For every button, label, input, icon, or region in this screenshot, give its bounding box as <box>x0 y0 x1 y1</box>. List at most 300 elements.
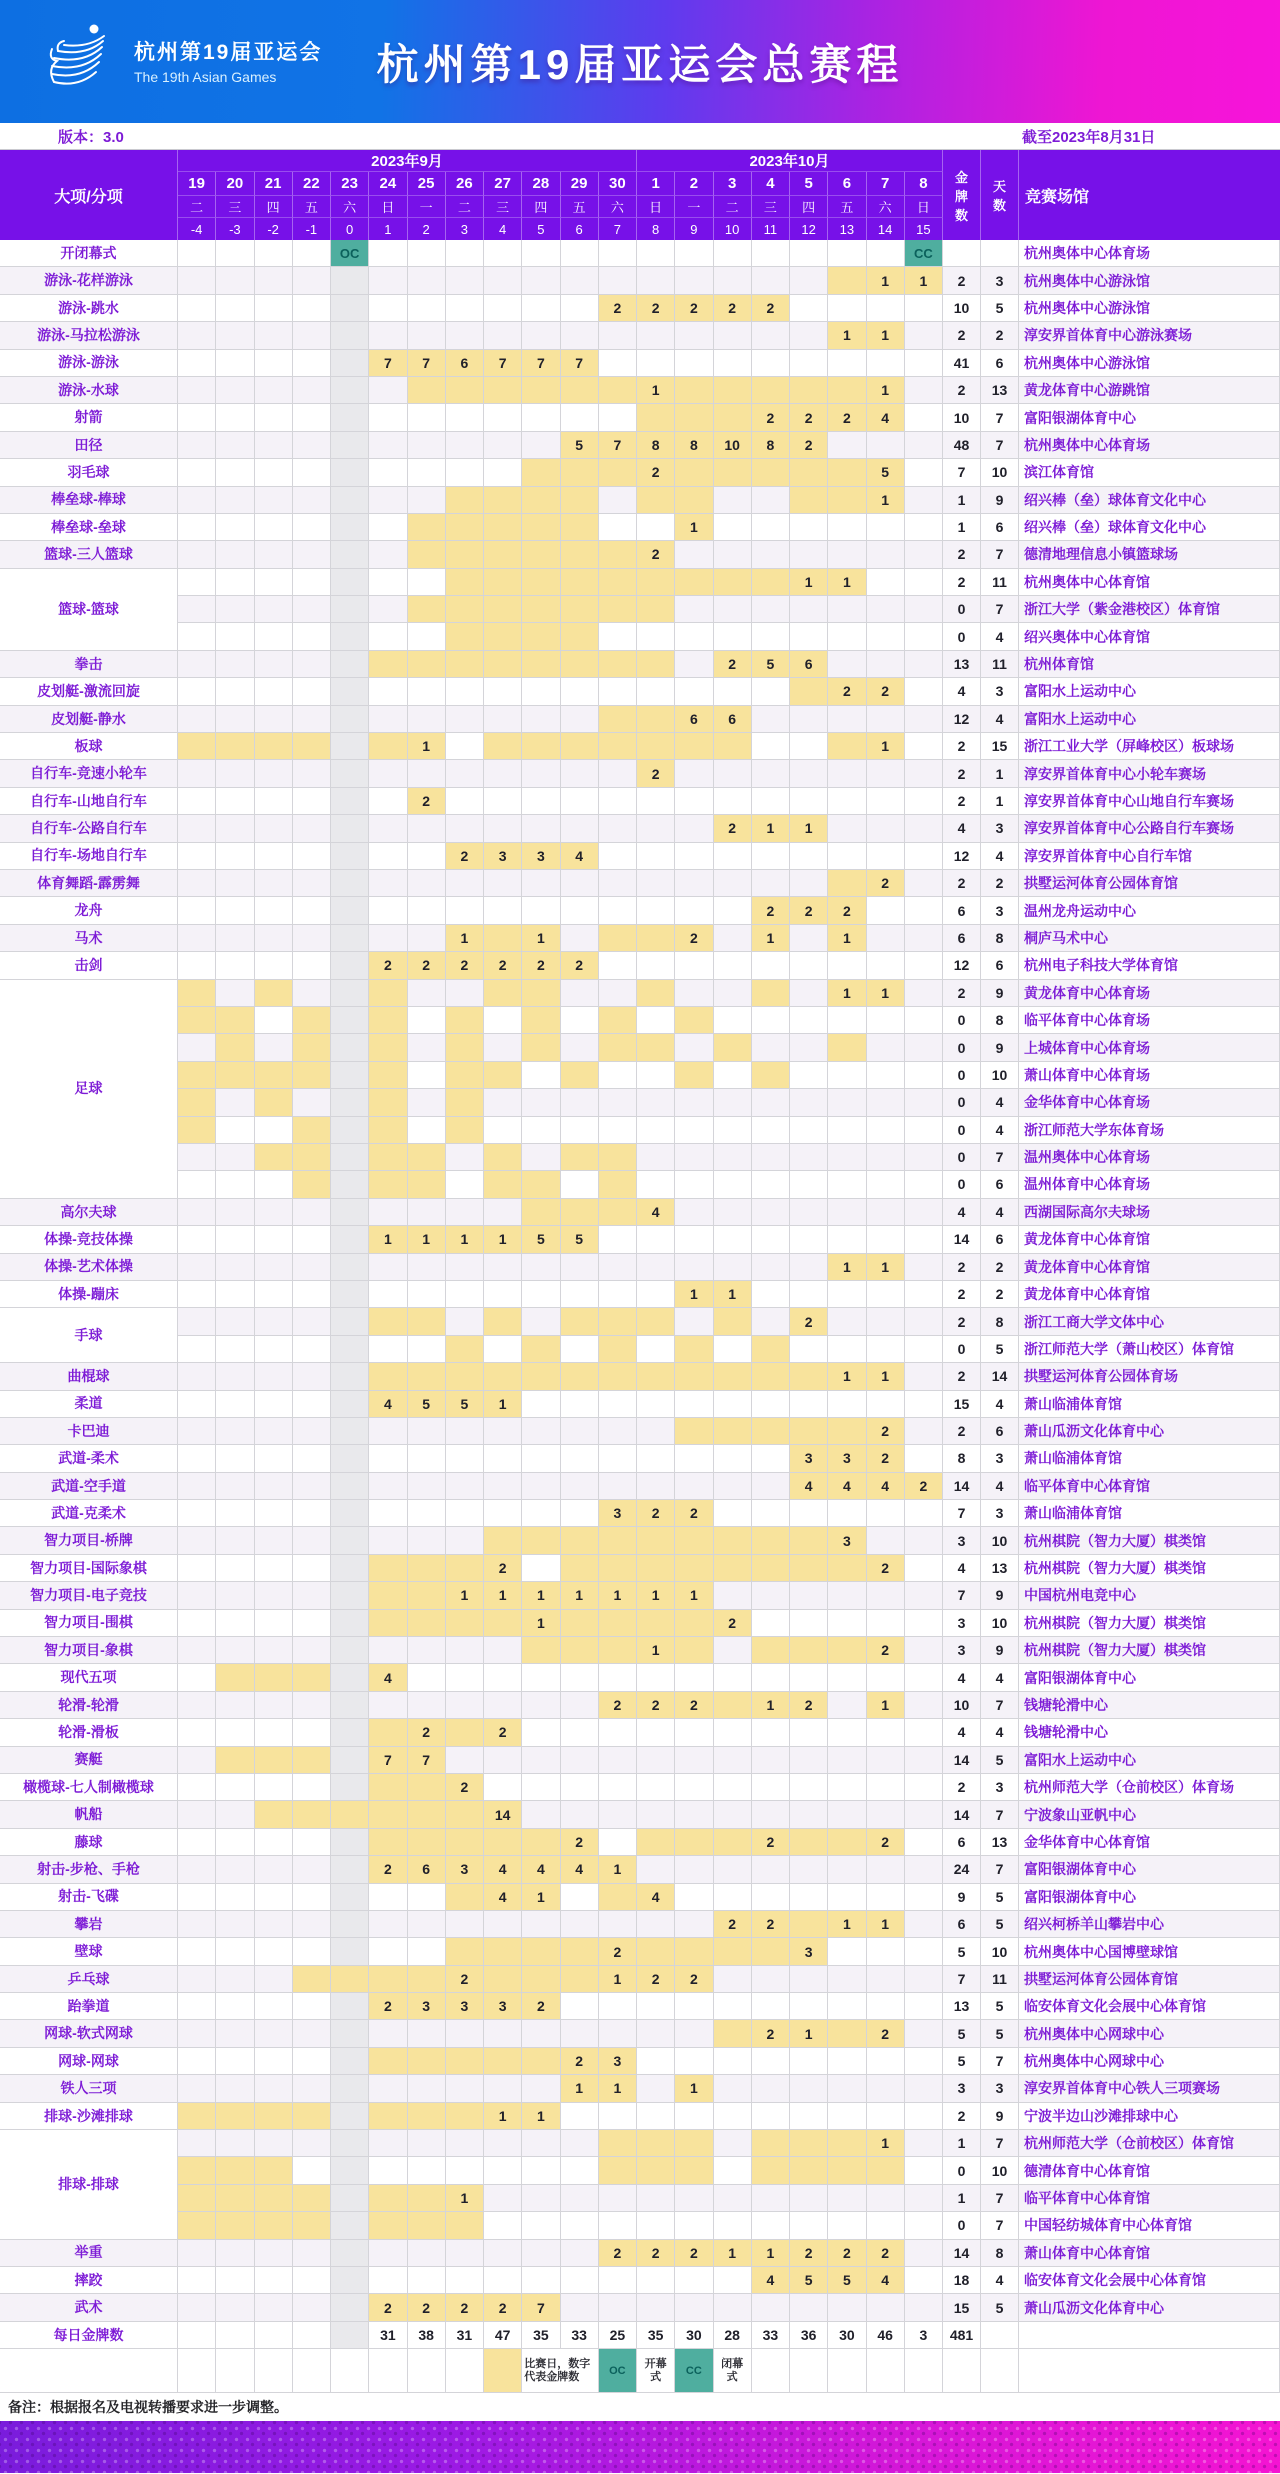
days-count: 7 <box>981 2212 1019 2239</box>
day-cell <box>905 487 943 514</box>
sport-group-lines <box>178 2240 1280 2267</box>
schedule-row <box>178 596 1280 623</box>
day-cell <box>905 459 943 486</box>
day-cell <box>561 980 599 1007</box>
day-cell: 1 <box>484 1226 522 1253</box>
schedule-row <box>178 2240 1280 2267</box>
day-cell <box>408 2130 446 2157</box>
sport-label: 乒乓球 <box>0 1966 178 1993</box>
sport-label: 帆船 <box>0 1801 178 1828</box>
daynumber-header: 15 <box>905 218 943 240</box>
day-cell <box>484 596 522 623</box>
day-cell: 7 <box>408 350 446 377</box>
day-cell <box>446 678 484 705</box>
day-cell <box>408 897 446 924</box>
day-cell <box>369 1938 407 1965</box>
days-count: 9 <box>981 1637 1019 1664</box>
day-cell <box>331 1938 369 1965</box>
day-cell <box>637 2048 675 2075</box>
day-cell <box>714 267 752 294</box>
day-cell <box>369 541 407 568</box>
schedule-row <box>178 1445 1280 1472</box>
day-cell <box>637 1911 675 1938</box>
day-cell: 2 <box>675 1966 713 1993</box>
legend-empty-cell <box>1019 2349 1280 2393</box>
day-cell <box>637 1117 675 1144</box>
days-count: 7 <box>981 2048 1019 2075</box>
gold-count: 6 <box>943 925 981 952</box>
sport-group-lines <box>178 843 1280 870</box>
day-cell <box>714 1938 752 1965</box>
day-cell <box>905 1171 943 1198</box>
day-cell <box>714 1007 752 1034</box>
venue-name: 杭州奥体中心游泳馆 <box>1019 350 1280 377</box>
day-cell <box>293 1062 331 1089</box>
day-cell <box>599 1171 637 1198</box>
day-cell <box>675 760 713 787</box>
day-cell <box>599 733 637 760</box>
day-cell <box>293 843 331 870</box>
sport-group-lines <box>178 459 1280 486</box>
day-cell <box>867 1664 905 1691</box>
day-cell <box>369 1089 407 1116</box>
date-header: 30 <box>599 172 637 196</box>
legend-empty-cell <box>216 2349 254 2393</box>
competition-day-legend-text: 比赛日，数字代表金牌数 <box>522 2349 599 2393</box>
schedule-row <box>178 2185 1280 2212</box>
day-cell <box>369 788 407 815</box>
day-cell <box>828 2130 866 2157</box>
day-cell <box>714 952 752 979</box>
day-cell <box>561 623 599 650</box>
sport-label: 开闭幕式 <box>0 240 178 267</box>
day-cell <box>178 541 216 568</box>
day-cell <box>484 1144 522 1171</box>
day-cell: 2 <box>714 815 752 842</box>
daily-total-cell: 3 <box>905 2322 943 2349</box>
day-cell <box>178 1555 216 1582</box>
gold-count: 14 <box>943 1473 981 1500</box>
day-cell <box>255 1747 293 1774</box>
day-cell <box>178 404 216 431</box>
day-cell <box>828 2048 866 2075</box>
day-cell <box>293 295 331 322</box>
schedule-row <box>178 2130 1280 2157</box>
day-cell <box>522 514 560 541</box>
day-cell <box>675 1089 713 1116</box>
day-cell <box>293 1637 331 1664</box>
day-cell: 1 <box>867 980 905 1007</box>
day-cell <box>752 1391 790 1418</box>
day-cell <box>790 1117 828 1144</box>
sport-label: 智力项目-电子竞技 <box>0 1582 178 1609</box>
day-cell <box>905 1938 943 1965</box>
date-header: 5 <box>790 172 828 196</box>
day-cell <box>293 2294 331 2321</box>
day-cell <box>905 1911 943 1938</box>
sport-group-lines <box>178 925 1280 952</box>
days-count-header: 天数 <box>981 150 1019 240</box>
day-cell <box>561 2157 599 2184</box>
weekday-header: 二 <box>714 196 752 218</box>
schedule-row <box>178 1500 1280 1527</box>
day-cell <box>446 432 484 459</box>
legend-empty-cell <box>981 2349 1019 2393</box>
sport-group-lines <box>178 1966 1280 1993</box>
day-cell <box>561 1692 599 1719</box>
gold-count: 48 <box>943 432 981 459</box>
day-cell <box>484 1473 522 1500</box>
day-cell <box>293 706 331 733</box>
day-cell <box>331 651 369 678</box>
days-count: 5 <box>981 2294 1019 2321</box>
day-cell <box>178 2020 216 2047</box>
day-cell <box>561 240 599 267</box>
day-cell <box>255 1445 293 1472</box>
day-cell <box>216 1856 254 1883</box>
day-cell <box>216 377 254 404</box>
daynumber-header: 8 <box>637 218 675 240</box>
sport-group-lines <box>178 267 1280 294</box>
venue-name: 杭州奥体中心游泳馆 <box>1019 295 1280 322</box>
day-cell <box>867 1117 905 1144</box>
day-cell <box>752 1418 790 1445</box>
day-cell: 2 <box>561 2048 599 2075</box>
day-cell <box>675 2048 713 2075</box>
day-cell <box>675 897 713 924</box>
day-cell <box>905 514 943 541</box>
day-cell <box>293 1911 331 1938</box>
day-cell <box>790 1966 828 1993</box>
day-cell <box>408 2157 446 2184</box>
sport-group <box>0 1363 1280 1390</box>
day-cell <box>369 1336 407 1363</box>
gold-count: 0 <box>943 1062 981 1089</box>
day-cell <box>293 2020 331 2047</box>
day-cell <box>484 487 522 514</box>
day-cell <box>255 1363 293 1390</box>
day-cell <box>599 487 637 514</box>
day-cell <box>675 569 713 596</box>
day-cell <box>331 678 369 705</box>
day-cell <box>331 1226 369 1253</box>
day-cell <box>867 1171 905 1198</box>
day-cell <box>446 2130 484 2157</box>
day-cell <box>408 1966 446 1993</box>
day-cell <box>905 350 943 377</box>
day-cell: 2 <box>752 2020 790 2047</box>
day-cell <box>790 788 828 815</box>
day-cell: 3 <box>484 1993 522 2020</box>
day-cell <box>178 514 216 541</box>
days-count: 9 <box>981 1034 1019 1061</box>
day-cell <box>408 1500 446 1527</box>
sport-label: 击剑 <box>0 952 178 979</box>
day-cell: 2 <box>522 1993 560 2020</box>
day-cell <box>216 760 254 787</box>
day-cell <box>599 897 637 924</box>
day-cell <box>561 1911 599 1938</box>
daynumber-header: 11 <box>752 218 790 240</box>
sport-label: 智力项目-象棋 <box>0 1637 178 1664</box>
day-cell <box>522 1637 560 1664</box>
day-cell <box>178 2103 216 2130</box>
gold-count: 2 <box>943 733 981 760</box>
day-cell <box>484 1254 522 1281</box>
sport-label: 体操-竞技体操 <box>0 1226 178 1253</box>
sport-label: 智力项目-桥牌 <box>0 1527 178 1554</box>
day-cell <box>216 1884 254 1911</box>
day-cell <box>561 897 599 924</box>
venue-name: 宁波象山亚帆中心 <box>1019 1801 1280 1828</box>
sport-group <box>0 1226 1280 1253</box>
venue-name: 德清体育中心体育馆 <box>1019 2157 1280 2184</box>
day-cell <box>216 322 254 349</box>
day-cell <box>484 1527 522 1554</box>
sport-label: 轮滑-滑板 <box>0 1719 178 1746</box>
day-cell: 2 <box>369 2294 407 2321</box>
sport-label: 体操-艺术体操 <box>0 1254 178 1281</box>
day-cell <box>714 487 752 514</box>
venue-name: 钱塘轮滑中心 <box>1019 1692 1280 1719</box>
schedule-header <box>0 150 1280 240</box>
day-cell <box>216 1363 254 1390</box>
day-cell <box>178 2157 216 2184</box>
day-cell <box>216 2048 254 2075</box>
schedule-row <box>178 1363 1280 1390</box>
day-cell <box>331 350 369 377</box>
day-cell <box>905 2185 943 2212</box>
day-cell <box>637 1391 675 1418</box>
day-cell <box>637 815 675 842</box>
day-cell <box>216 897 254 924</box>
day-cell <box>714 1500 752 1527</box>
day-cell <box>484 2130 522 2157</box>
sport-label: 武道-柔术 <box>0 1445 178 1472</box>
day-cell <box>484 2048 522 2075</box>
day-cell <box>599 1637 637 1664</box>
day-cell <box>561 295 599 322</box>
day-cell <box>255 678 293 705</box>
day-cell <box>599 596 637 623</box>
day-cell <box>369 760 407 787</box>
day-cell <box>905 733 943 760</box>
sport-label: 跆拳道 <box>0 1993 178 2020</box>
days-count: 3 <box>981 1774 1019 1801</box>
day-cell <box>637 2075 675 2102</box>
sport-group <box>0 2020 1280 2047</box>
daily-totals-lines <box>178 2322 1280 2349</box>
day-cell <box>790 267 828 294</box>
day-cell <box>178 1089 216 1116</box>
day-cell <box>675 2185 713 2212</box>
day-cell <box>408 514 446 541</box>
day-cell <box>752 1774 790 1801</box>
day-cell <box>637 1281 675 1308</box>
day-cell <box>790 2212 828 2239</box>
schedule-row <box>178 1171 1280 1198</box>
schedule-row <box>178 897 1280 924</box>
day-cell <box>637 2212 675 2239</box>
day-cell <box>293 1801 331 1828</box>
day-cell <box>331 1911 369 1938</box>
day-cell <box>369 1034 407 1061</box>
day-cell <box>905 404 943 431</box>
gold-count: 2 <box>943 267 981 294</box>
bottom-decor-band <box>0 2421 1280 2473</box>
daily-total-cell: 35 <box>522 2322 560 2349</box>
day-cell: 3 <box>790 1445 828 1472</box>
venue-name: 杭州棋院（智力大厦）棋类馆 <box>1019 1610 1280 1637</box>
day-cell: 2 <box>867 1555 905 1582</box>
day-cell <box>522 569 560 596</box>
day-cell <box>714 678 752 705</box>
days-count: 4 <box>981 1664 1019 1691</box>
day-cell <box>675 1336 713 1363</box>
day-cell <box>905 870 943 897</box>
date-header: 21 <box>255 172 293 196</box>
gold-count: 0 <box>943 2157 981 2184</box>
sport-group <box>0 1418 1280 1445</box>
legend-empty-cell <box>905 2349 943 2393</box>
venue-name: 杭州奥体中心体育场 <box>1019 240 1280 267</box>
days-count: 6 <box>981 514 1019 541</box>
weekday-header: 四 <box>522 196 560 218</box>
day-cell <box>522 1254 560 1281</box>
day-cell <box>905 1719 943 1746</box>
venue-name: 温州龙舟运动中心 <box>1019 897 1280 924</box>
schedule-row <box>178 1418 1280 1445</box>
day-cell <box>216 295 254 322</box>
day-cell <box>905 541 943 568</box>
sport-group-lines <box>178 1993 1280 2020</box>
day-cell <box>293 487 331 514</box>
day-cell <box>790 2185 828 2212</box>
day-cell <box>905 1637 943 1664</box>
day-cell <box>369 2075 407 2102</box>
day-cell <box>637 788 675 815</box>
day-cell <box>714 1555 752 1582</box>
day-cell <box>790 1884 828 1911</box>
day-cell <box>408 1062 446 1089</box>
day-cell <box>522 432 560 459</box>
day-cell <box>599 322 637 349</box>
day-cell <box>369 733 407 760</box>
day-cell <box>828 1117 866 1144</box>
day-cell <box>599 377 637 404</box>
gold-count: 2 <box>943 2103 981 2130</box>
day-cell <box>293 2157 331 2184</box>
day-cell <box>599 788 637 815</box>
venue-name: 浙江工业大学（屏峰校区）板球场 <box>1019 733 1280 760</box>
day-cell <box>369 843 407 870</box>
daynumber-header: 13 <box>828 218 866 240</box>
day-cell <box>561 1418 599 1445</box>
day-cell <box>828 267 866 294</box>
day-cell <box>599 651 637 678</box>
day-cell <box>446 1445 484 1472</box>
day-cell <box>293 569 331 596</box>
day-cell <box>369 1171 407 1198</box>
day-cell <box>178 2212 216 2239</box>
day-cell <box>408 487 446 514</box>
venue-name: 浙江大学（紫金港校区）体育馆 <box>1019 596 1280 623</box>
day-cell <box>522 706 560 733</box>
day-cell <box>714 2294 752 2321</box>
day-cell <box>790 1034 828 1061</box>
day-cell <box>714 1966 752 1993</box>
day-cell <box>828 1336 866 1363</box>
day-cell <box>637 596 675 623</box>
day-cell <box>216 1281 254 1308</box>
gold-count: 15 <box>943 1391 981 1418</box>
venue-name: 杭州奥体中心网球中心 <box>1019 2020 1280 2047</box>
day-cell <box>867 1500 905 1527</box>
day-cell <box>369 925 407 952</box>
day-cell <box>637 1527 675 1554</box>
sport-group <box>0 240 1280 267</box>
days-count: 4 <box>981 1719 1019 1746</box>
day-cell <box>408 1527 446 1554</box>
day-cell <box>446 651 484 678</box>
day-cell <box>293 733 331 760</box>
day-cell <box>828 1226 866 1253</box>
day-cell: 2 <box>675 2240 713 2267</box>
day-cell <box>293 596 331 623</box>
day-cell <box>408 569 446 596</box>
day-cell <box>446 1747 484 1774</box>
venue-name: 拱墅运河体育公园体育馆 <box>1019 1966 1280 1993</box>
day-cell <box>790 1637 828 1664</box>
day-cell <box>752 1993 790 2020</box>
day-cell <box>255 2103 293 2130</box>
day-cell <box>790 1527 828 1554</box>
schedule-row <box>178 2157 1280 2184</box>
opening-ceremony-cell: OC <box>331 240 369 267</box>
sport-group <box>0 377 1280 404</box>
venue-name: 温州体育中心体育场 <box>1019 1171 1280 1198</box>
day-cell <box>522 1281 560 1308</box>
schedule-row <box>178 432 1280 459</box>
day-cell <box>599 1993 637 2020</box>
day-cell: 2 <box>369 952 407 979</box>
day-cell <box>369 1884 407 1911</box>
sport-group-lines <box>178 980 1280 1199</box>
day-cell <box>599 2294 637 2321</box>
day-cell <box>790 1610 828 1637</box>
day-cell <box>408 1692 446 1719</box>
day-cell <box>178 1719 216 1746</box>
day-cell: 1 <box>867 1254 905 1281</box>
sport-group-lines <box>178 651 1280 678</box>
day-cell <box>255 623 293 650</box>
date-header: 20 <box>216 172 254 196</box>
day-cell <box>714 1801 752 1828</box>
sport-label: 赛艇 <box>0 1747 178 1774</box>
day-cell <box>216 1555 254 1582</box>
day-cell <box>828 2212 866 2239</box>
day-cell <box>178 1500 216 1527</box>
day-cell <box>178 2294 216 2321</box>
day-cell <box>331 706 369 733</box>
days-count: 6 <box>981 952 1019 979</box>
weekday-header: 四 <box>255 196 293 218</box>
day-cell <box>331 1363 369 1390</box>
day-cell <box>408 760 446 787</box>
day-cell <box>561 1171 599 1198</box>
day-cell: 1 <box>828 1911 866 1938</box>
day-cell <box>408 1363 446 1390</box>
